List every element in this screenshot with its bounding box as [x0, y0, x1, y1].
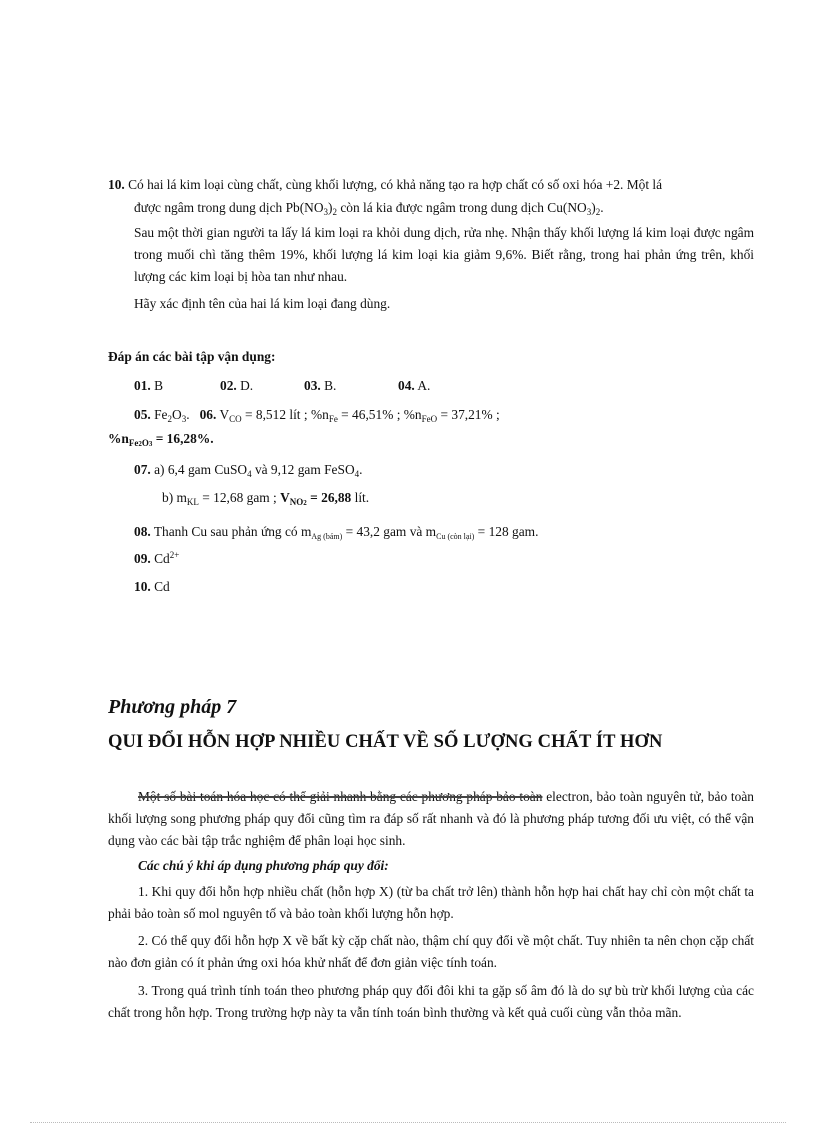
- formula-part: = 12,68 gam ;: [198, 490, 281, 505]
- note-3: 3. Trong quá trình tính toán theo phương pháp quy đổi đôi khi ta gặp số âm đó là do sự bù trừ khối lượng của các chất trong hỗn hợp. Trong trường hợp này ta vẫn tính toán bình thường và kết quả cuối cùng vẫn thỏa mãn.: [108, 983, 754, 1020]
- method-title: QUI ĐỔI HỖN HỢP NHIỀU CHẤT VỀ SỐ LƯỢNG CHẤT ÍT HƠN: [108, 732, 663, 752]
- subscript: Ag (bám): [311, 532, 343, 541]
- answer-value: Cd: [154, 551, 170, 566]
- subscript: [290, 497, 307, 507]
- formula-part: Fe: [128, 438, 139, 448]
- subscript: 3: [181, 414, 187, 424]
- struck-text: Một số bài toán hóa học có thể giải nhanh bằng các phương pháp bảo toàn: [138, 789, 543, 804]
- method-label: Phương pháp 7: [108, 696, 237, 718]
- answer-number: 01.: [134, 378, 151, 393]
- text-span: .: [600, 200, 604, 215]
- answer-number: 03.: [304, 378, 321, 393]
- formula-part: %n: [108, 431, 129, 446]
- formula-part: Fe: [154, 407, 168, 422]
- subscript: 4: [354, 469, 360, 479]
- formula-part: và 9,12 gam FeSO: [251, 462, 355, 477]
- answers-row-5: [134, 548, 179, 570]
- subscript: 4: [247, 469, 252, 479]
- formula-part: a) 6,4 gam CuSO: [154, 462, 248, 477]
- answer-number: 09.: [134, 551, 151, 566]
- answer-value: D.: [240, 378, 254, 393]
- subscript: 2: [167, 414, 173, 424]
- answers-row-1: [134, 375, 430, 397]
- answer-value: B.: [324, 378, 337, 393]
- answer-value: Cd: [154, 579, 170, 594]
- text-span: electron, bảo toàn nguyên tử, bảo toàn khối lượng song phương pháp quy đổi cũng tìm ra đáp số rất nhanh và đó là phương pháp tương đối ưu việt, có thể vận dụng vào các bài tập trắc nghiệm để phân loại học sinh.: [108, 789, 754, 848]
- formula-part: = 46,51% ;: [337, 407, 404, 422]
- formula-part: 3: [148, 440, 153, 448]
- question-text: Có hai lá kim loại cùng chất, cùng khối lượng, có khả năng tạo ra hợp chất có số oxi hóa +2. Một lá: [128, 177, 663, 192]
- subscript: Cu (còn lại): [436, 532, 475, 541]
- question-10-line-1: [108, 174, 662, 196]
- formula-part: = 26,88: [306, 490, 352, 505]
- question-10-paragraph-3: Hãy xác định tên của hai lá kim loại đang dùng.: [134, 296, 391, 311]
- answer-number: 02.: [220, 378, 237, 393]
- formula-part: 2: [138, 440, 142, 448]
- answers-row-4: [134, 521, 538, 543]
- answer-number: 08.: [134, 524, 151, 539]
- formula-part: = 16,28%.: [152, 431, 214, 446]
- formula-part: O: [172, 407, 182, 422]
- text-span: ): [591, 200, 596, 215]
- superscript: 2+: [169, 550, 180, 560]
- answers-row-2-continued: [108, 428, 214, 450]
- note-1: 1. Khi quy đổi hỗn hợp nhiều chất (hỗn hợp X) (từ ba chất trở lên) thành hỗn hợp hai chất hay chỉ còn một chất ta phải bảo toàn số mol nguyên tố và bảo toàn khối lượng hỗn hợp.: [108, 884, 754, 921]
- question-number: 10.: [108, 177, 125, 192]
- formula-part: .: [359, 462, 363, 477]
- question-10-line-2: [134, 197, 604, 219]
- formula-part: = 8,512 lít ;: [241, 407, 311, 422]
- subscript: Fe: [328, 414, 338, 424]
- method-intro: [108, 786, 754, 852]
- subscript: 2: [332, 207, 337, 217]
- text-span: được ngâm trong dung dịch Pb(NO: [134, 200, 324, 215]
- subscript: 3: [586, 207, 592, 217]
- question-10-paragraph-2: Sau một thời gian người ta lấy lá kim loại ra khỏi dung dịch, rửa nhẹ. Nhận thấy khối lượng lá kim loại được ngâm trong muối chì tăng thêm 19%, khối lượng lá kim loại kia giảm 9,6%. Biết rằng, trong hai phản ứng trên, khối lượng các kim loại bị hòa tan như nhau.: [134, 225, 754, 284]
- answer-number: 10.: [134, 579, 151, 594]
- text-span: ): [328, 200, 333, 215]
- formula-part: %n: [310, 407, 329, 422]
- subscript: [129, 438, 153, 448]
- text-span: còn lá kia được ngâm trong dung dịch Cu(NO: [336, 200, 587, 215]
- formula-part: lít.: [351, 490, 370, 505]
- answer-number: 06.: [199, 407, 217, 422]
- notes-heading: Các chú ý khi áp dụng phương pháp quy đổi:: [138, 858, 389, 873]
- subscript: CO: [229, 414, 242, 424]
- answers-row-3: [134, 459, 362, 481]
- note-2: 2. Có thể quy đổi hỗn hợp X về bất kỳ cặp chất nào, thậm chí quy đổi về một chất. Tuy nhiên ta nên chọn cặp chất nào đơn giản có ít phản ứng oxi hóa khử nhất để đơn giản việc tính toán.: [108, 933, 754, 970]
- formula-part: V: [219, 407, 230, 422]
- formula-part: = 43,2 gam và m: [342, 524, 437, 539]
- subscript: 3: [323, 207, 329, 217]
- formula-part: %n: [403, 407, 422, 422]
- formula-part: = 37,21% ;: [437, 407, 500, 422]
- answers-row-6: [134, 576, 170, 598]
- answer-value: A.: [417, 378, 431, 393]
- formula-part: .: [186, 407, 190, 422]
- answer-number: 07.: [134, 462, 151, 477]
- answer-number: 05.: [134, 407, 151, 422]
- formula-part: NO: [289, 497, 304, 507]
- formula-part: = 128 gam.: [474, 524, 539, 539]
- subscript: 2: [595, 207, 601, 217]
- formula-part: O: [141, 438, 149, 448]
- formula-part: b) m: [162, 490, 187, 505]
- answers-row-2: [134, 404, 500, 426]
- formula-part: 2: [303, 499, 307, 507]
- answer-number: 04.: [398, 378, 415, 393]
- answers-heading: Đáp án các bài tập vận dụng:: [108, 349, 276, 364]
- answer-value: B: [154, 378, 164, 393]
- subscript: FeO: [421, 414, 438, 424]
- answers-row-3b: [162, 487, 369, 509]
- subscript: KL: [186, 497, 199, 507]
- formula-part: V: [280, 490, 290, 505]
- formula-part: Thanh Cu sau phản ứng có m: [153, 524, 312, 539]
